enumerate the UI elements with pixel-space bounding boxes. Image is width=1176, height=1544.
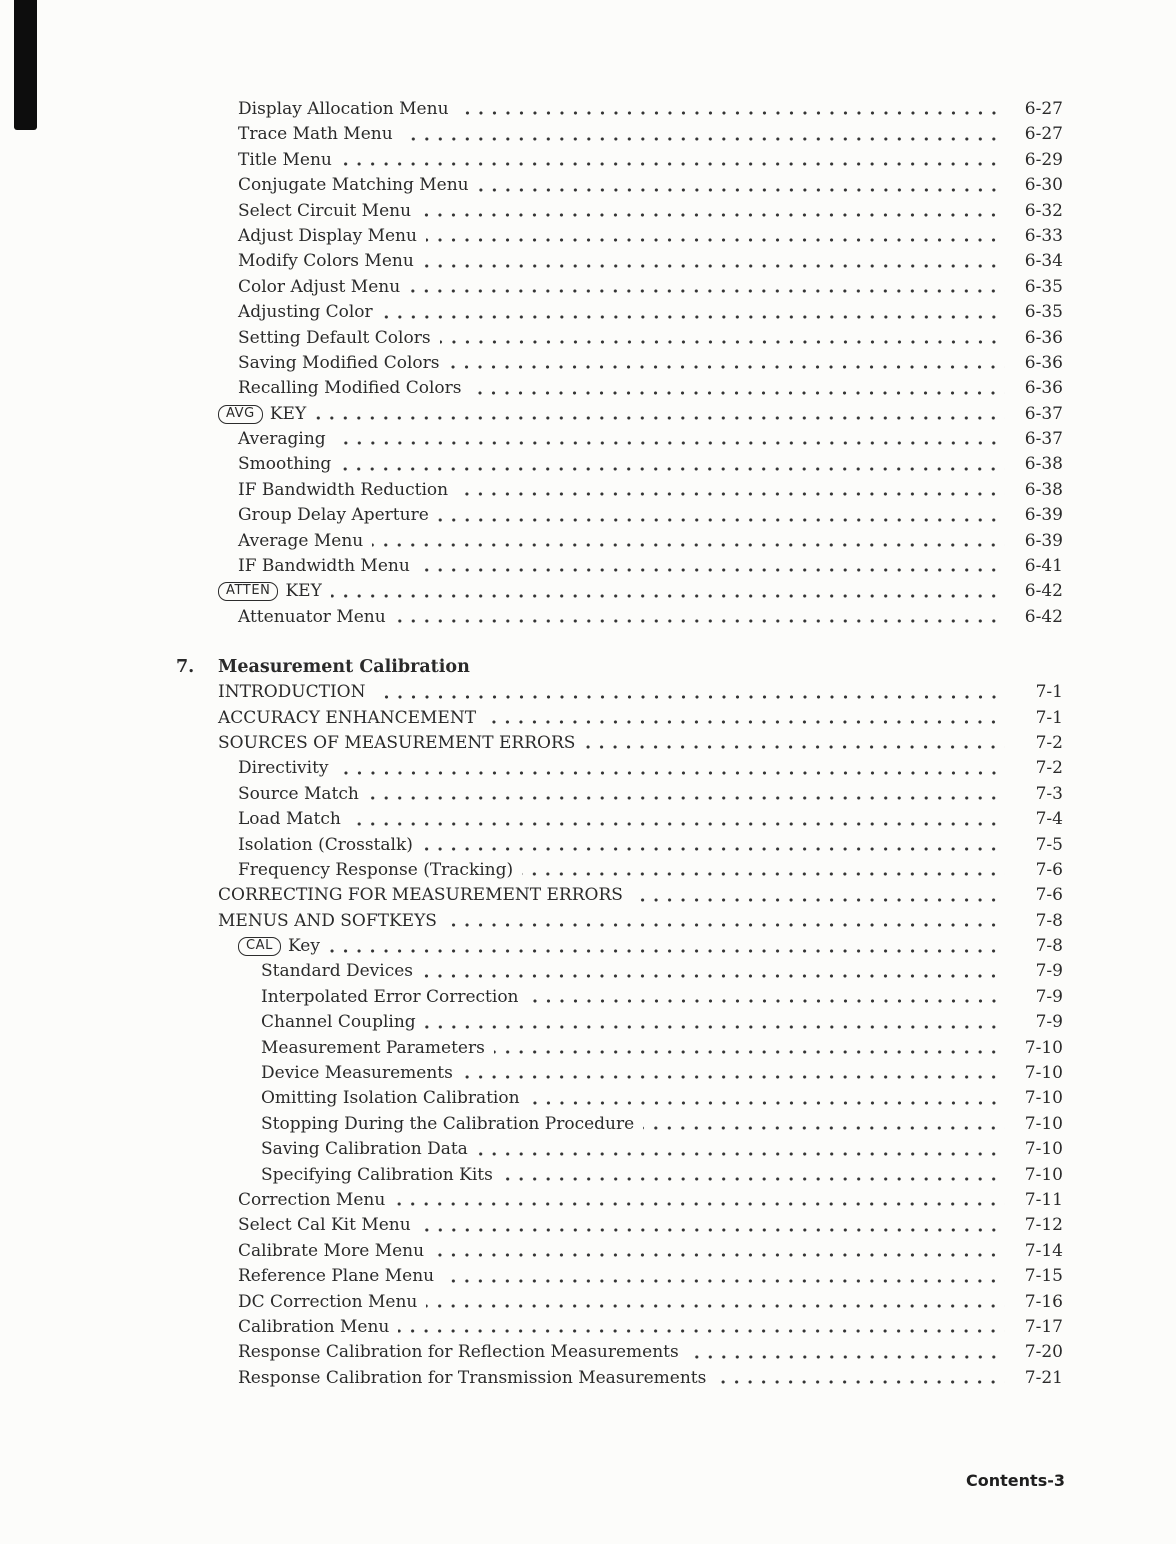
toc-entry-page: 7-8 xyxy=(1035,936,1063,957)
toc-entry-page: 7-10 xyxy=(1024,1088,1063,1109)
toc-entry xyxy=(238,807,1063,832)
dot-leader xyxy=(398,1329,1005,1333)
toc-entry xyxy=(238,376,1063,401)
toc-entry-text: Stopping During the Calibration Procedure xyxy=(261,1113,635,1134)
toc-entry-text: Reference Plane Menu xyxy=(238,1266,435,1287)
dot-leader xyxy=(425,1025,1005,1029)
toc-entry-label xyxy=(218,402,306,427)
toc-entry-page: 7-12 xyxy=(1024,1215,1063,1236)
toc-entry xyxy=(261,1137,1063,1162)
toc-entry xyxy=(261,1163,1063,1188)
toc-entry xyxy=(238,858,1063,883)
dot-leader xyxy=(643,1126,1005,1130)
dot-leader xyxy=(457,492,1005,496)
toc-entry-text: Correction Menu xyxy=(238,1190,386,1210)
toc-entry xyxy=(238,452,1063,477)
dot-leader xyxy=(382,315,1005,319)
toc-entry-page: 7-11 xyxy=(1024,1190,1063,1210)
toc-entry xyxy=(261,1112,1063,1137)
toc-entry-text: Average Menu xyxy=(238,530,364,551)
toc-entry-label xyxy=(238,427,326,452)
toc-entry xyxy=(218,731,1063,756)
toc-entry xyxy=(238,934,1063,959)
toc-entry-text: Title Menu xyxy=(238,149,332,170)
dot-leader xyxy=(422,847,1005,851)
dot-leader xyxy=(426,1304,1005,1308)
toc-entry-text: Recalling Modified Colors xyxy=(238,378,462,399)
toc-entry-label xyxy=(238,376,461,401)
toc-entry-text: Response Calibration for Reflection Measurements xyxy=(238,1342,679,1363)
toc-entry-page: 7-2 xyxy=(1035,732,1063,753)
dot-leader xyxy=(584,745,1005,749)
toc-entry-text: Conjugate Matching Menu xyxy=(238,175,469,196)
toc-entry-label xyxy=(238,148,332,173)
toc-entry-page: 7-16 xyxy=(1024,1291,1063,1312)
toc-entry-text: Interpolated Error Correction xyxy=(261,986,519,1007)
toc-entry xyxy=(218,909,1063,934)
dot-leader xyxy=(329,949,1005,953)
toc-entry xyxy=(238,1188,1063,1213)
toc-entry xyxy=(238,554,1063,579)
dot-leader xyxy=(502,1177,1005,1181)
toc-entry-label xyxy=(238,326,431,351)
toc-entry-page: 6-36 xyxy=(1024,327,1063,348)
dot-leader xyxy=(331,594,1005,598)
toc-entry-label xyxy=(238,300,373,325)
toc-entry-label xyxy=(238,529,363,554)
toc-entry-label xyxy=(238,122,393,147)
dot-leader xyxy=(368,796,1005,800)
toc-entry-page: 7-8 xyxy=(1035,910,1063,931)
toc-entry xyxy=(218,402,1063,427)
toc-entry-label xyxy=(238,756,329,781)
toc-entry-label xyxy=(238,249,414,274)
toc-entry xyxy=(261,1036,1063,1061)
toc-entry-text: IF Bandwidth Reduction xyxy=(238,479,449,500)
dot-leader xyxy=(420,213,1005,217)
dot-leader xyxy=(715,1380,1005,1384)
dot-leader xyxy=(528,999,1005,1003)
toc-entry-page: 7-4 xyxy=(1035,809,1063,830)
toc-entry-page: 6-34 xyxy=(1024,251,1063,272)
keycap-atten: ATTEN xyxy=(218,582,278,601)
toc-entry xyxy=(238,1340,1063,1365)
toc-entry-text: Modify Colors Menu xyxy=(238,251,414,272)
toc-entry-page: 6-29 xyxy=(1024,149,1063,170)
toc-entry-label xyxy=(238,554,410,579)
dot-leader xyxy=(470,391,1005,395)
toc-entry xyxy=(238,300,1063,325)
toc-entry-page: 7-10 xyxy=(1024,1113,1063,1134)
toc-entry-label xyxy=(238,199,411,224)
toc-entry-page: 7-6 xyxy=(1035,885,1063,906)
dot-leader xyxy=(419,568,1005,572)
toc-entry-page: 7-3 xyxy=(1035,783,1063,804)
toc-entry-label xyxy=(238,503,429,528)
toc-entry xyxy=(238,1315,1063,1340)
toc-entry-page: 7-5 xyxy=(1035,834,1063,855)
toc-entry-label xyxy=(218,706,476,731)
toc-entry-label xyxy=(238,1366,706,1391)
toc-entry-page: 6-38 xyxy=(1024,479,1063,500)
toc-entry-page: 6-36 xyxy=(1024,378,1063,399)
toc-entry-text: Select Cal Kit Menu xyxy=(238,1215,411,1236)
toc-entry-page: 6-39 xyxy=(1024,505,1063,526)
toc-entry-text: Frequency Response (Tracking) xyxy=(238,859,514,880)
toc-entry-label xyxy=(261,1137,468,1162)
toc-entry-text: Load Match xyxy=(238,809,341,830)
toc-entry-text: Response Calibration for Transmission Measurements xyxy=(238,1367,707,1388)
dot-leader xyxy=(688,1355,1005,1359)
dot-leader xyxy=(632,898,1005,902)
toc-entry xyxy=(218,680,1063,705)
toc-entry-page: 7-1 xyxy=(1035,682,1063,703)
dot-leader xyxy=(340,467,1005,471)
toc-entry-text: Color Adjust Menu xyxy=(238,276,401,297)
toc-entry xyxy=(218,706,1063,731)
toc-entry-label xyxy=(238,1315,389,1340)
toc-entry-text: ACCURACY ENHANCEMENT xyxy=(218,707,477,728)
dot-leader xyxy=(494,1050,1005,1054)
toc-entry-text: CORRECTING FOR MEASUREMENT ERRORS xyxy=(218,885,623,906)
toc-entry-label xyxy=(261,959,413,984)
toc-entry-page: 6-27 xyxy=(1024,124,1063,145)
keycap-cal: CAL xyxy=(238,937,281,956)
dot-leader xyxy=(315,416,1005,420)
toc-entry-page: 6-36 xyxy=(1024,352,1063,373)
toc-entry-label xyxy=(218,680,366,705)
toc-entry xyxy=(238,326,1063,351)
toc-entry xyxy=(238,224,1063,249)
toc-entry-page: 7-6 xyxy=(1035,859,1063,880)
toc-entry xyxy=(238,97,1063,122)
toc-entry-text: Saving Modified Colors xyxy=(238,352,440,373)
toc-entry xyxy=(238,1239,1063,1264)
toc-entry xyxy=(261,1061,1063,1086)
toc-entry-text: Select Circuit Menu xyxy=(238,200,412,221)
dot-leader xyxy=(426,238,1005,242)
toc-entry-label xyxy=(238,478,448,503)
toc-entry-label xyxy=(238,351,439,376)
toc-entry-label xyxy=(261,1036,485,1061)
toc-entry-text: Device Measurements xyxy=(261,1063,453,1084)
toc-entry-text: Standard Devices xyxy=(261,961,414,982)
toc-entry-text: Specifying Calibration Kits xyxy=(261,1164,493,1185)
dot-leader xyxy=(420,1228,1005,1232)
toc-entry xyxy=(238,1290,1063,1315)
toc-entry xyxy=(238,605,1063,630)
dot-leader xyxy=(423,264,1005,268)
dot-leader xyxy=(522,872,1005,876)
toc-entry-label xyxy=(238,173,469,198)
chapter-heading xyxy=(0,654,1063,680)
toc-entry-label xyxy=(238,1340,679,1365)
dot-leader xyxy=(477,1152,1005,1156)
toc-entry-label xyxy=(218,731,575,756)
dot-leader xyxy=(394,1202,1005,1206)
toc-entry-label xyxy=(238,934,320,959)
toc-entry-text: KEY xyxy=(269,403,307,424)
toc-entry-text: Calibrate More Menu xyxy=(238,1240,425,1261)
dot-leader xyxy=(335,441,1005,445)
toc-entry-text: Calibration Menu xyxy=(238,1316,390,1337)
toc-entry xyxy=(238,351,1063,376)
toc-entry-page: 6-39 xyxy=(1024,530,1063,551)
toc-entry-text: MENUS AND SOFTKEYS xyxy=(218,910,437,931)
dot-leader xyxy=(375,695,1006,699)
toc-entry-page: 7-9 xyxy=(1035,986,1063,1007)
toc-entry-label xyxy=(238,605,386,630)
toc-entry-label xyxy=(261,1163,493,1188)
dot-leader xyxy=(448,365,1005,369)
toc-entry-label xyxy=(238,1188,385,1213)
toc-entry-page: 7-1 xyxy=(1035,707,1063,728)
toc-entry xyxy=(238,1264,1063,1289)
toc-entry-text: SOURCES OF MEASUREMENT ERRORS xyxy=(218,732,576,753)
toc-entry-label xyxy=(238,1239,424,1264)
toc-entry-page: 7-20 xyxy=(1024,1342,1063,1363)
toc-entry-text: Key xyxy=(288,936,320,957)
toc-entry xyxy=(261,960,1063,985)
toc-entry-page: 6-42 xyxy=(1024,581,1063,602)
toc-entry-text: Channel Coupling xyxy=(261,1012,416,1033)
toc-entry xyxy=(238,782,1063,807)
toc-entry xyxy=(238,1366,1063,1391)
toc-entry-text: Smoothing xyxy=(238,454,332,475)
toc-entry-label xyxy=(238,97,449,122)
toc-entry-page: 6-35 xyxy=(1024,276,1063,297)
toc-entry xyxy=(238,1213,1063,1238)
keycap-avg: AVG xyxy=(218,405,263,424)
toc-entry-label xyxy=(261,1010,416,1035)
toc-entry-page: 6-30 xyxy=(1024,175,1063,196)
toc-entry-label xyxy=(238,807,341,832)
toc-entry xyxy=(238,529,1063,554)
toc-entry-page: 6-35 xyxy=(1024,302,1063,323)
toc-entry-page: 7-17 xyxy=(1024,1316,1063,1337)
toc-entry-label xyxy=(238,782,359,807)
toc-entry-label xyxy=(218,883,623,908)
dot-leader xyxy=(372,543,1005,547)
toc-entry-label xyxy=(261,985,519,1010)
table-of-contents xyxy=(0,97,1063,1391)
toc-entry-label xyxy=(238,1213,411,1238)
toc-entry xyxy=(238,249,1063,274)
toc-entry xyxy=(238,478,1063,503)
toc-entry-page: 6-42 xyxy=(1024,606,1063,627)
page-footer-label: Contents-3 xyxy=(966,1471,1065,1490)
toc-entry-text: Directivity xyxy=(238,758,329,779)
toc-entry xyxy=(238,756,1063,781)
toc-entry xyxy=(238,427,1063,452)
toc-entry-page: 6-33 xyxy=(1024,225,1063,246)
dot-leader xyxy=(395,619,1005,623)
toc-entry-page: 6-27 xyxy=(1024,98,1063,119)
toc-entry-text: IF Bandwidth Menu xyxy=(238,556,410,577)
toc-entry xyxy=(261,1010,1063,1035)
toc-entry-page: 7-2 xyxy=(1035,758,1063,779)
toc-entry-text: Group Delay Aperture xyxy=(238,505,429,526)
dot-leader xyxy=(422,974,1005,978)
chapter-number: 7. xyxy=(176,657,195,678)
toc-entry-label xyxy=(261,1061,453,1086)
toc-entry-text: INTRODUCTION xyxy=(218,682,366,703)
toc-entry-text: Isolation (Crosstalk) xyxy=(238,834,413,855)
toc-entry xyxy=(238,173,1063,198)
toc-entry-page: 6-41 xyxy=(1024,556,1063,577)
toc-entry-label xyxy=(238,275,400,300)
toc-entry-text: Averaging xyxy=(238,429,326,450)
toc-entry-page: 7-14 xyxy=(1024,1240,1063,1261)
dot-leader xyxy=(438,518,1005,522)
toc-entry-text: Measurement Parameters xyxy=(261,1037,485,1058)
toc-entry-text: Adjust Display Menu xyxy=(238,225,417,246)
chapter-title: Measurement Calibration xyxy=(218,657,470,678)
toc-entry-label xyxy=(238,452,331,477)
toc-entry-page: 6-37 xyxy=(1024,429,1063,450)
dot-leader xyxy=(478,188,1005,192)
toc-entry-label xyxy=(261,1112,634,1137)
toc-entry-label xyxy=(238,1290,417,1315)
dot-leader xyxy=(462,1075,1005,1079)
toc-entry xyxy=(261,985,1063,1010)
dot-leader xyxy=(433,1253,1005,1257)
toc-entry-page: 7-9 xyxy=(1035,1012,1063,1033)
dot-leader xyxy=(446,923,1005,927)
toc-entry-label xyxy=(238,833,413,858)
dot-leader xyxy=(485,720,1005,724)
toc-entry-page: 6-37 xyxy=(1024,403,1063,424)
dot-leader xyxy=(458,111,1005,115)
toc-entry xyxy=(238,833,1063,858)
dot-leader xyxy=(409,289,1005,293)
dot-leader xyxy=(440,340,1005,344)
toc-entry-text: Attenuator Menu xyxy=(238,606,386,627)
toc-entry xyxy=(238,122,1063,147)
dot-leader xyxy=(338,771,1005,775)
toc-entry-label xyxy=(238,224,417,249)
toc-entry-page: 7-15 xyxy=(1024,1266,1063,1287)
toc-entry xyxy=(238,199,1063,224)
toc-entry-label xyxy=(238,858,513,883)
toc-entry-page: 7-10 xyxy=(1024,1164,1063,1185)
toc-entry-label xyxy=(261,1086,520,1111)
toc-entry xyxy=(238,503,1063,528)
toc-entry-text: Saving Calibration Data xyxy=(261,1139,468,1160)
toc-entry-text: Adjusting Color xyxy=(238,302,373,323)
dot-leader xyxy=(341,162,1005,166)
toc-entry-label xyxy=(238,1264,434,1289)
dot-leader xyxy=(402,137,1005,141)
toc-entry xyxy=(238,148,1063,173)
dot-leader xyxy=(443,1279,1005,1283)
toc-entry xyxy=(238,275,1063,300)
toc-entry-label xyxy=(218,579,322,604)
toc-entry-text: DC Correction Menu xyxy=(238,1291,418,1312)
dot-leader xyxy=(529,1101,1005,1105)
toc-entry-page: 6-32 xyxy=(1024,200,1063,221)
toc-entry xyxy=(218,883,1063,908)
toc-entry-page: 7-10 xyxy=(1024,1037,1063,1058)
toc-entry-page: 6-38 xyxy=(1024,454,1063,475)
toc-entry xyxy=(218,579,1063,604)
toc-entry-page: 7-21 xyxy=(1024,1367,1063,1388)
dot-leader xyxy=(350,822,1005,826)
toc-entry-page: 7-9 xyxy=(1035,961,1063,982)
toc-entry-label xyxy=(218,909,437,934)
toc-entry-text: Omitting Isolation Calibration xyxy=(261,1088,520,1109)
toc-entry-text: Trace Math Menu xyxy=(238,124,393,145)
toc-entry-text: Source Match xyxy=(238,783,359,804)
toc-entry-text: KEY xyxy=(285,581,322,602)
toc-entry-text: Setting Default Colors xyxy=(238,327,431,348)
toc-entry-page: 7-10 xyxy=(1024,1139,1063,1160)
toc-entry xyxy=(261,1086,1063,1111)
toc-entry-text: Display Allocation Menu xyxy=(238,98,449,119)
toc-entry-page: 7-10 xyxy=(1024,1063,1063,1084)
